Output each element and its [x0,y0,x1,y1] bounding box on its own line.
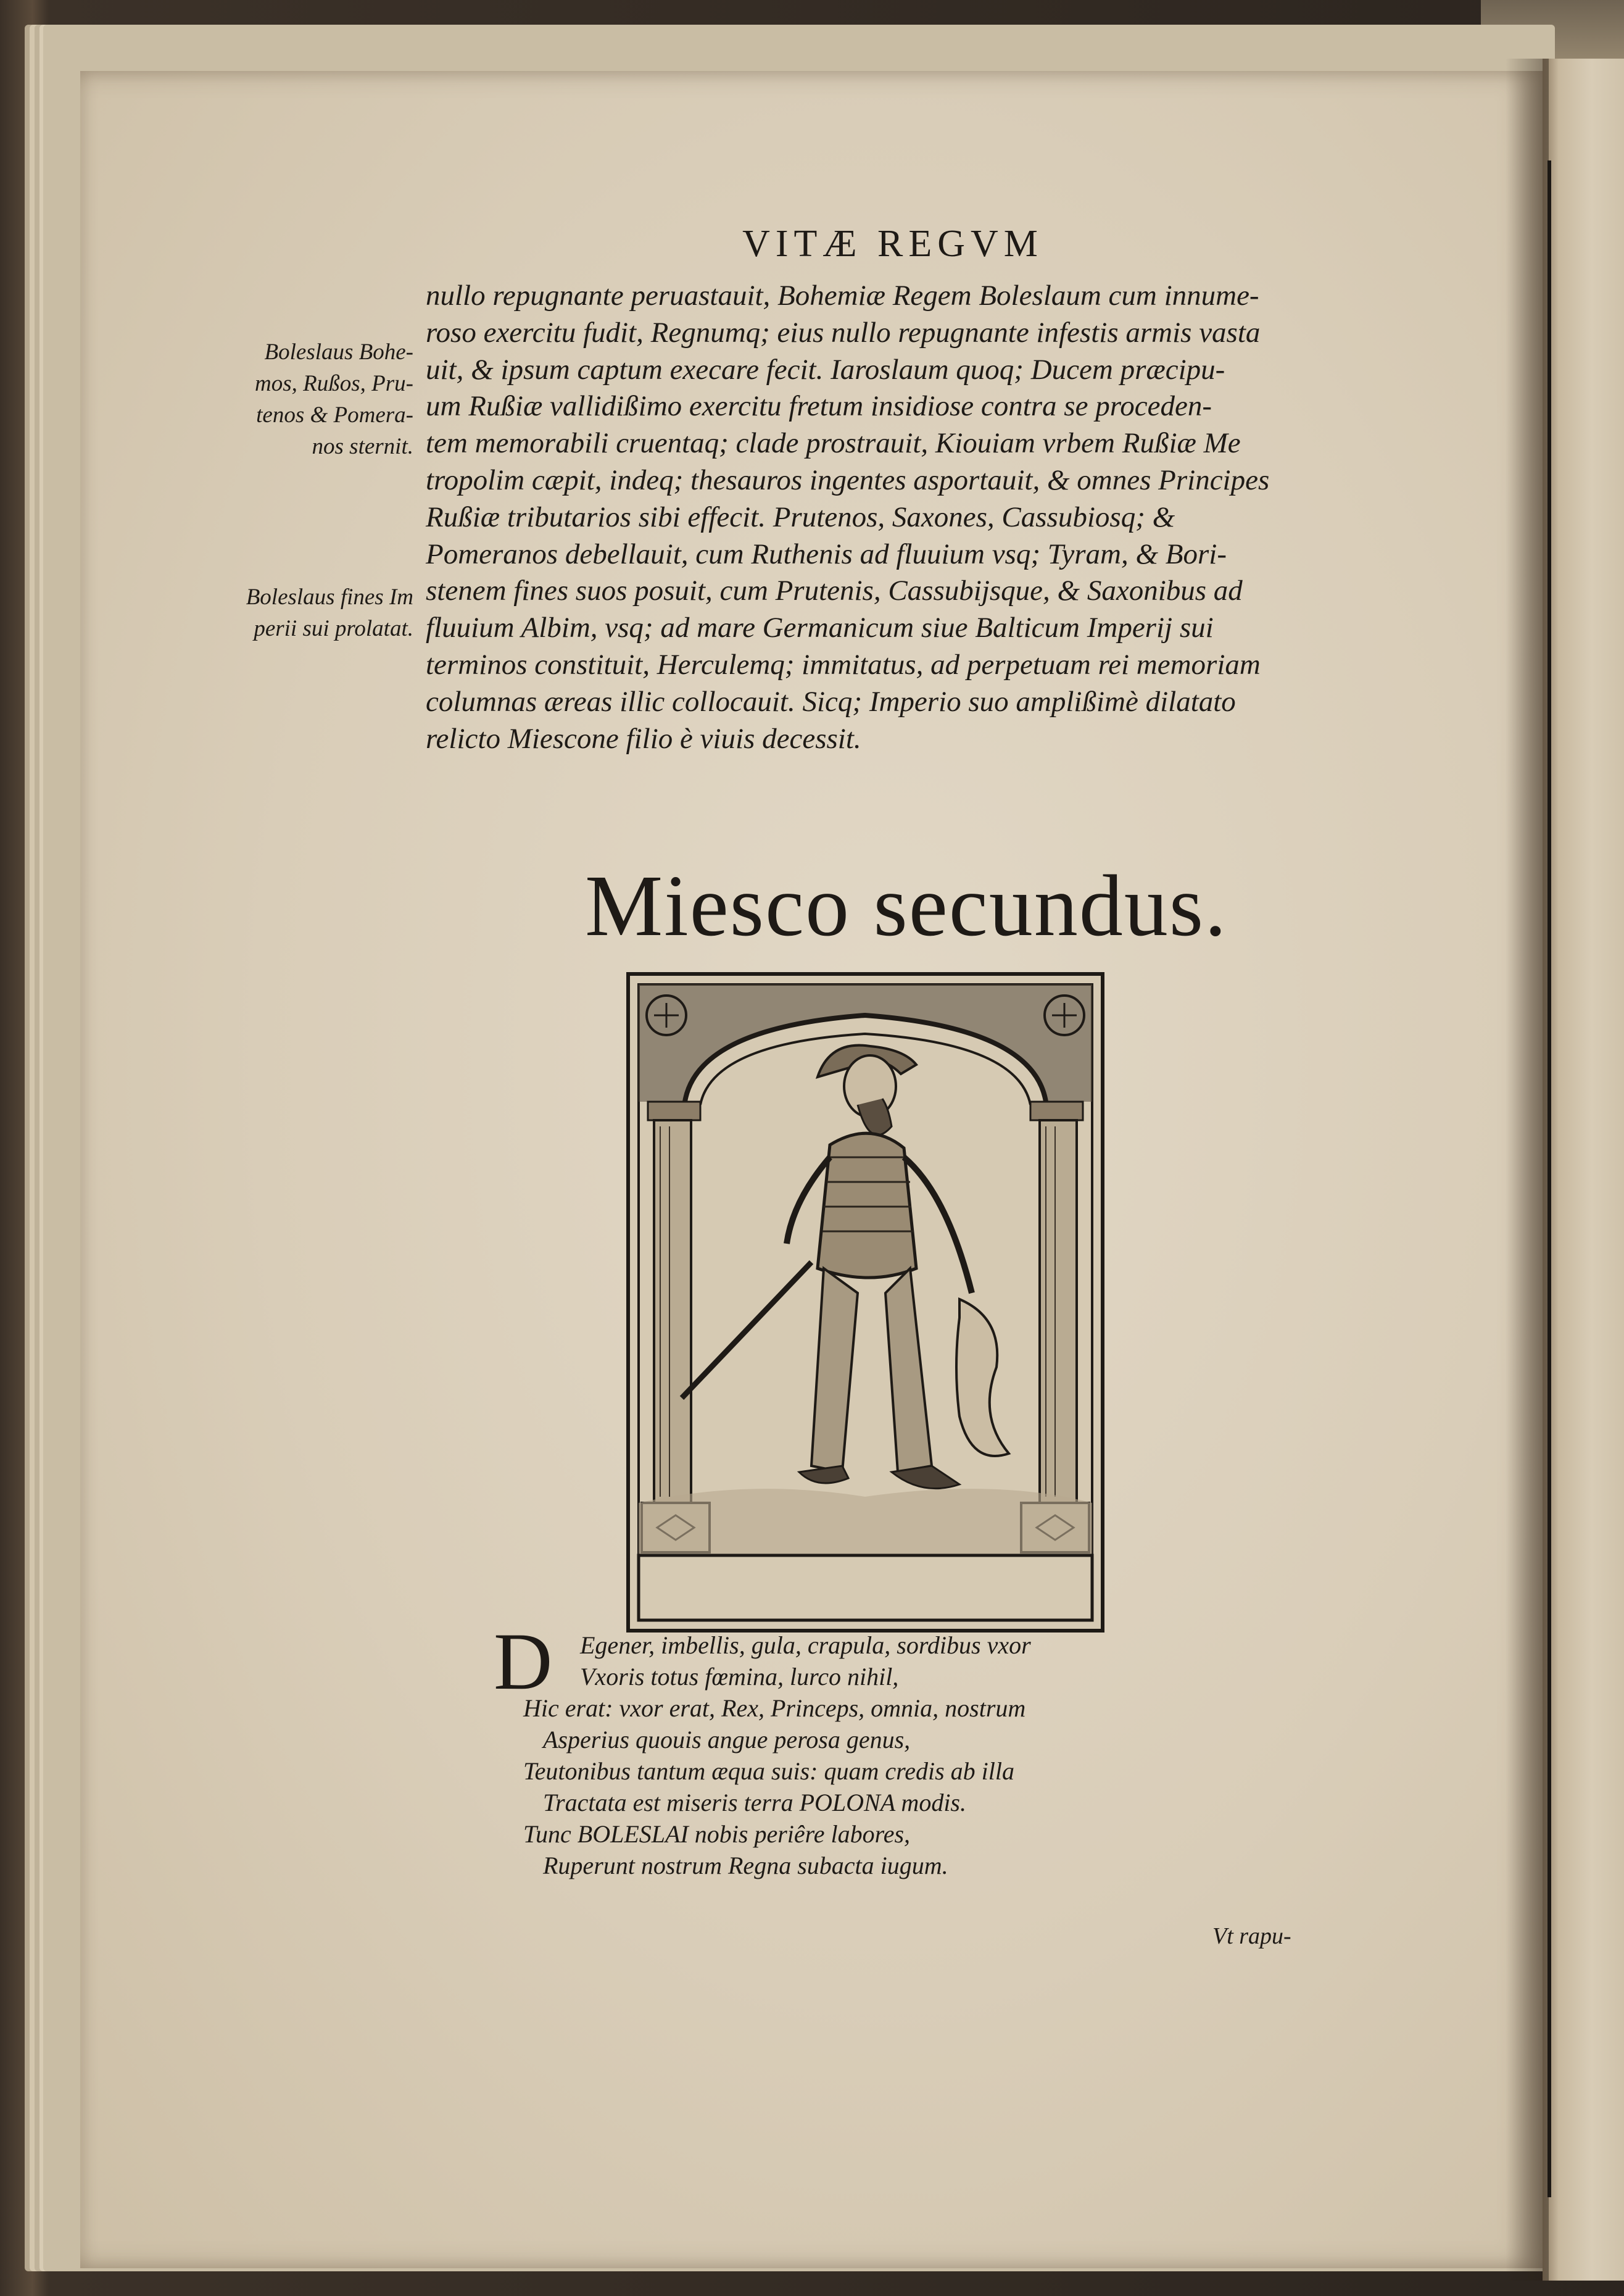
body-line: um Rußiæ vallidißimo exercitu fretum insidiose contra se proceden- [426,390,1212,423]
marginal-note-line: Boleslaus fines Im [246,584,413,610]
poem-line: Vxoris totus fœmina, lurco nihil, [580,1663,899,1691]
marginal-note-line: perii sui prolatat. [254,616,413,641]
poem-line: Egener, imbellis, gula, crapula, sordibus vxor [580,1631,1031,1659]
right-page-edge [1543,59,1624,2281]
running-head: VITÆ REGVM [742,223,1043,265]
body-text [426,278,1394,757]
poem-line: Tunc BOLESLAI nobis periêre labores, [523,1820,911,1848]
catchword: Vt rapu- [1212,1923,1291,1949]
drop-cap: D [494,1616,553,1707]
poem-line: Teutonibus tantum æqua suis: quam credis ab illa [523,1757,1014,1785]
body-line: tropolim cæpit, indeq; thesauros ingentes asportauit, & omnes Principes [426,464,1270,496]
body-line: columnas æreas illic collocauit. Sicq; Imperio suo amplißimè dilatato [426,685,1236,718]
body-line: roso exercitu fudit, Regnumq; eius nullo repugnante infestis armis vasta [426,316,1261,349]
body-line: relicto Miescone filio è viuis decessit. [426,722,861,755]
marginal-note-line: Boleslaus Bohe- [264,339,413,365]
poem-line: Hic erat: vxor erat, Rex, Princeps, omnia, nostrum [523,1694,1026,1722]
marginal-note [210,581,413,644]
poem-line: Asperius quouis angue perosa genus, [543,1726,911,1753]
body-line: Pomeranos debellauit, cum Ruthenis ad fluuium vsq; Tyram, & Bori- [426,538,1227,570]
section-title: Miesco secundus. [585,857,1228,954]
body-line: Rußiæ tributarios sibi effecit. Prutenos, Saxones, Cassubiosq; & [426,501,1175,533]
gutter-line [1547,160,1551,2197]
body-line: fluuium Albim, vsq; ad mare Germanicum siue Balticum Imperij sui [426,612,1214,644]
body-line: tem memorabili cruentaq; clade prostrauit, Kiouiam vrbem Rußiæ Me [426,427,1241,460]
body-line: uit, & ipsum captum execare fecit. Iaroslaum quoq; Ducem præcipu- [426,353,1225,386]
gutter-shadow [1506,59,1549,2281]
body-line: stenem fines suos posuit, cum Prutenis, Cassubijsque, & Saxonibus ad [426,575,1243,607]
woodcut-illustration [626,972,1104,1633]
ground-and-base [639,1489,1092,1620]
body-line: nullo repugnante peruastauit, Bohemiæ Regem Boleslaum cum innume- [426,280,1259,312]
marginal-note-line: nos sternit. [312,434,413,459]
marginal-note-line: tenos & Pomera- [256,402,413,428]
body-line: terminos constituit, Herculemq; immitatus, ad perpetuam rei memoriam [426,648,1261,681]
poem [494,1616,1357,1881]
poem-line: Tractata est miseris terra POLONA modis. [543,1789,966,1816]
marginal-note-line: mos, Rußos, Pru- [255,371,413,396]
poem-line: Ruperunt nostrum Regna subacta iugum. [543,1852,948,1879]
marginal-note [210,336,413,462]
